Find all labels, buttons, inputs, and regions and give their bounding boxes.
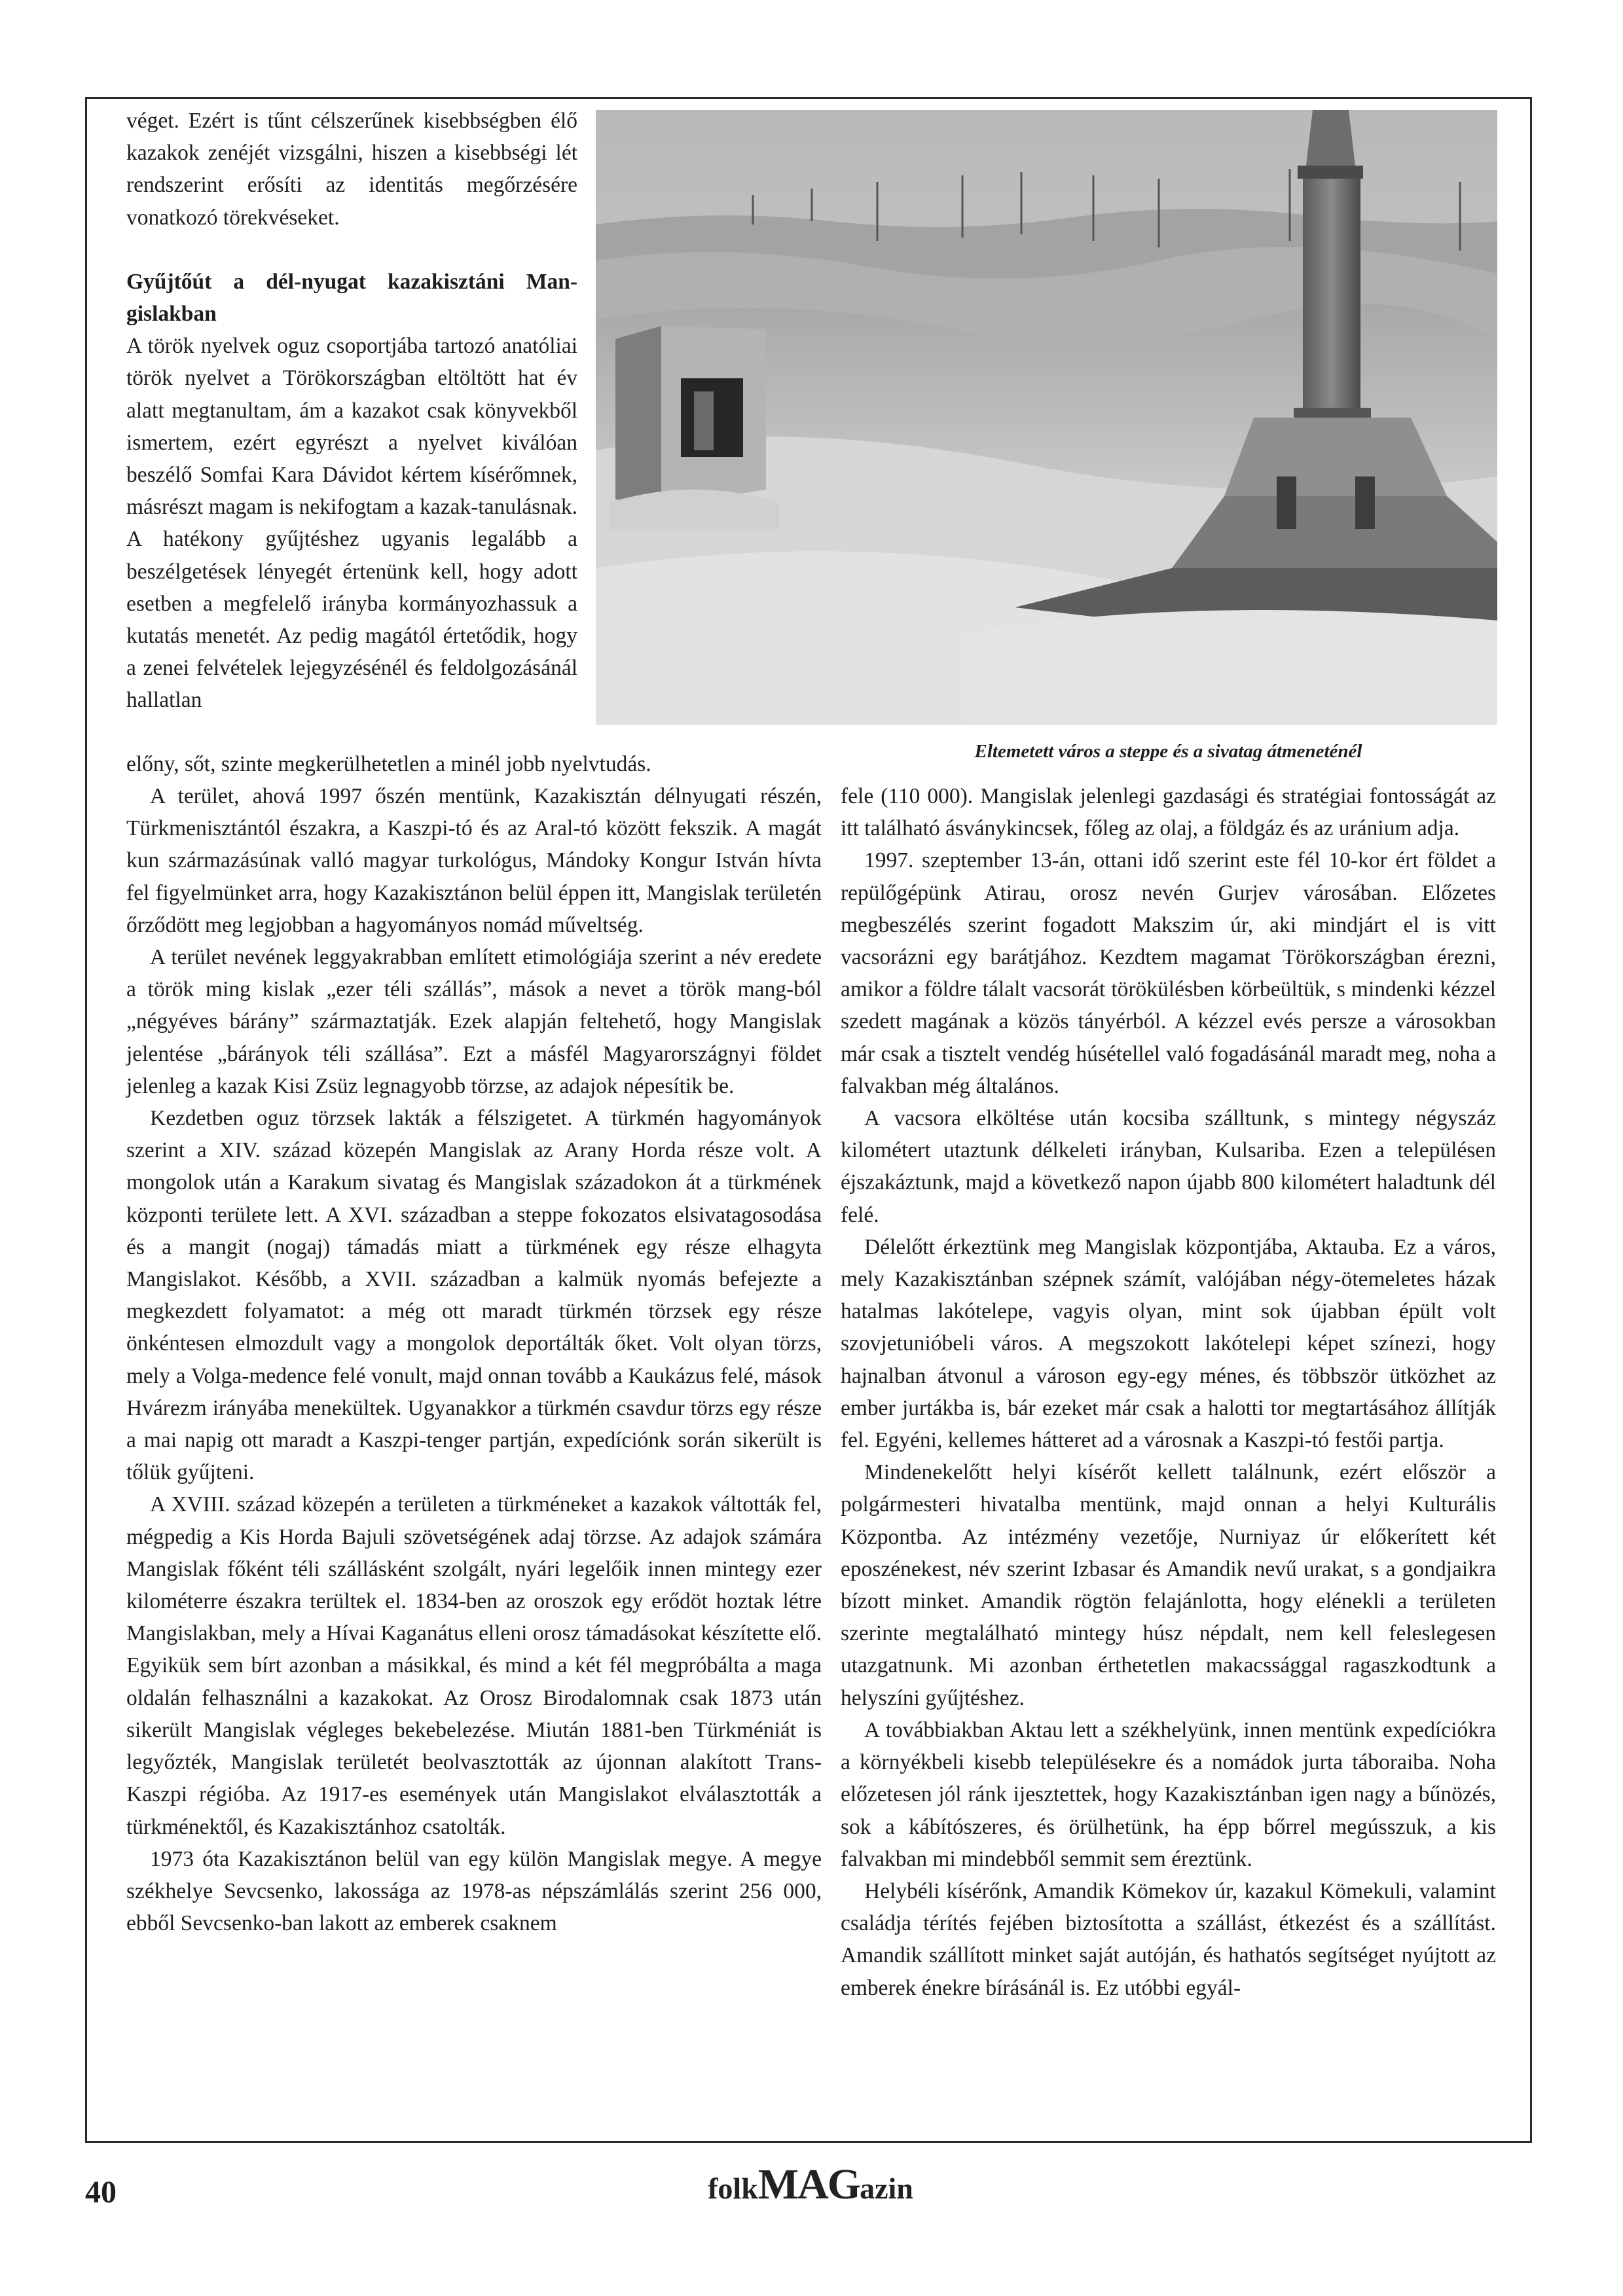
- logo-middle: MAG: [757, 2161, 860, 2208]
- right-paragraph: A vacsora elköltése után kocsiba szálltunk, s mintegy négyszáz kilométert utaztunk délkeleti irányban, Kulsariba. Ezen a településen éjszakáztunk, majd a következő napon újabb 800 kilométert haladtunk dél felé.: [841, 1106, 1496, 1227]
- left-paragraph: A terület nevének leggyakrabban említett etimológiája szerint a név eredete a török ming kislak „ezer téli szállás”, mások a nevet a török mang-ból „négyéves bárány” származtatják. Ezek alapján feltehető, hogy Mangislak jelentése „bárányok téli szállása”. Ezt a másfél Magyarországnyi földet jelenleg a kazak Kisi Zsüz legnagyobb törzse, az adajok népesítik be.: [126, 945, 822, 1098]
- left-paragraph: A XVIII. század közepén a területen a türkméneket a kazakok váltották fel, mégpedig a Kis Horda Bajuli szövetségének adaj törzse. Az adajok számára Mangislak főként téli szállásként szolgált, nyári legelőik innen mintegy ezer kilométerre északra terültek el. 1834-ben az oroszok egy erődöt hoztak létre Mangislakban, mely a Hívai Kaganátus elleni orosz támadásokat készítette elő. Egyikük sem bírt azonban a másikkal, és mind a két fél megpróbálta a maga oldalán felhasználni a kazakokat. Az Orosz Birodalomnak csak 1873 után sikerült Mangislak végleges bekebelezése. Miután 1881-ben Türkméniát is legyőzték, Mangislak területét beolvasztották az újonnan alakított Trans-Kaszpi régióba. Az 1917-es események után Mangislakot elválasztották a türkménektől, és Kazakisztánhoz csatolták.: [126, 1492, 822, 1839]
- left-paragraph: A terület, ahová 1997 őszén mentünk, Kazakisztán délnyugati részén, Türkmenisztántól északra, a Kaszpi-tó és az Aral-tó között fekszik. A magát kun származásúnak valló magyar turkológus, Mándoky Kongur István hívta fel figyelmünket arra, hogy Kazakisztánon belül éppen itt, Mangislak területén őrződött meg legjobban a hagyományos nomád műveltség.: [126, 784, 822, 937]
- top-paragraph: A török nyelvek oguz csoportjába tartozó anatóliai török nyelvet a Törökországban eltöltött hat év alatt megtanultam, ám a kazakot csak könyvekből ismertem, ezért egyrészt a nyelvet kiválóan beszélő Somfai Kara Dávidot kértem kísérőmnek, másrészt magam is nekifogtam a kazak-tanulásnak. A hatékony gyűjtéshez ugyanis legalább a beszélgetések lényegét értenünk kell, hogy adott esetben a megfelelő irányba kormányozhassuk a kutatás menetét. Az pedig magától értetődik, hogy a zenei felvételek lejegyzésénél és feldolgozásánál hallatlan: [126, 334, 577, 713]
- page-number: 40: [85, 2175, 117, 2210]
- right-paragraph: Délelőtt érkeztünk meg Mangislak központjába, Aktauba. Ez a város, mely Kazakisztánban szépnek számít, valójában négy-ötemeletes házak hatalmas lakótelepe, vagyis olyan, mint sok újabban épült volt szovjetunióbeli város. A megszokott lakótelepi képet színezi, hogy hajnalban átvonul a városon egy-egy ménes, és többször ütközhet az ember jurtákba is, bár ezeket már csak a halotti tor megtartásához állítják fel. Egyéni, kellemes hátteret ad a városnak a Kaszpi-tó festői partja.: [841, 1234, 1496, 1453]
- spacer: [126, 234, 577, 266]
- right-paragraph: Helybéli kísérőnk, Amandik Kömekov úr, kazakul Kömekuli, valamint családja térítés fejében biztosította a szállást, étkezést és a szállítást. Amandik szállított minket saját autóján, és hathatós segítséget nyújtott az emberek énekre bírásánál is. Ez utóbbi egyál-: [841, 1878, 1496, 2000]
- right-column: [841, 780, 1496, 2004]
- left-paragraph: Kezdetben oguz törzsek lakták a félszigetet. A türkmén hagyományok szerint a XIV. század közepén Mangislak az Arany Horda része volt. A mongolok után a Karakum sivatag és Mangislak századokon át a türkmének központi területe lett. A XVI. században a steppe fokozatos elsivatagosodása és a mangit (nogaj) támadás miatt a türkmének egy része elhagyta Mangislakot. Később, a XVII. században a kalmük nyomás befejezte a megkezdett folyamatot: a még ott maradt türkmén törzsek egy része önkéntesen elmozdult vagy a mongolok deportálták őket. Volt olyan törzs, mely a Volga-medence felé vonult, majd onnan tovább a Kaukázus felé, mások Hvárezm irányába menekültek. Ugyanakkor a türkmén csavdur törzs egy része a mai napig ott maradt a Kaszpi-tenger partján, expedíciónk során sikerült is tőlük gyűjteni.: [126, 1106, 822, 1485]
- magazine-logo: [680, 2160, 941, 2210]
- logo-suffix: azin: [860, 2172, 913, 2205]
- top-paragraph-end: [126, 748, 822, 780]
- top-left-column: [126, 105, 577, 717]
- right-paragraph: Mindenekelőtt helyi kísérőt kellett találnunk, ezért először a polgármesteri hivatalba mentünk, majd onnan a helyi Kulturális Központba. Az intézmény vezetője, Nurniyaz úr előkerített két eposzénekest, név szerint Izbasar és Amandik nevű urakat, s a gondjaikra bízott minket. Amandik rögtön felajánlotta, hogy elénekli a területen szerinte megtalálható mintegy húsz népdalt, nem kell feleslegesen utazgatnunk. Mi azonban érthetetlen makacssággal ragaszkodtunk a helyszíni gyűjtéshez.: [841, 1460, 1496, 1710]
- desert-town-photo: [596, 110, 1497, 725]
- left-paragraph: 1973 óta Kazakisztánon belül van egy külön Mangislak megye. A megye székhelye Sevcsenko, lakossága az 1978-as népszámlálás szerint 256 000, ebből Sevcsenko-ban lakott az emberek csaknem: [126, 1846, 822, 1936]
- right-paragraph: fele (110 000). Mangislak jelenlegi gazdasági és stratégiai fontosságát az itt található ásványkincsek, főleg az olaj, a földgáz és az uránium adja.: [841, 784, 1496, 841]
- top-paragraph-end-text: előny, sőt, szinte megkerülhetetlen a minél jobb nyelvtudás.: [126, 752, 651, 776]
- right-paragraph: A továbbiakban Aktau lett a székhelyünk, innen mentünk expedíciókra a környékbeli kisebb településekre és a nomádok jurta táboraiba. Noha előzetesen jól ránk ijesztettek, hogy Kazakisztánban igen nagy a bűnözés, sok a kábítószeres, és örülhetünk, ha épp bőrrel megússzuk, a kis falvakban mi mindebből semmit sem éreztünk.: [841, 1717, 1496, 1871]
- intro-paragraph: véget. Ezért is tűnt célszerűnek kisebbségben élő kazakok zenéjét vizsgálni, hiszen a kisebbségi lét rendszerint erősíti az identitás megőrzésére vonatkozó törekvéseket.: [126, 109, 577, 230]
- right-paragraph: 1997. szeptember 13-án, ottani idő szerint este fél 10-kor ért földet a repülőgépünk Atirau, orosz nevén Gurjev városában. Előzetes megbeszélés szerint fogadott Makszim úr, aki mindjárt el is vitt vacsorázni egy barátjához. Kezdtem magamat Törökországban érezni, amikor a földre tálalt vacsorát törökülésben körbeültük, s mindenki kézzel szedett magának a közös tányérból. A kézzel evés persze a városokban már csak a tisztelt vendég húsétellel való fogadásánál maradt meg, noha a falvakban még általános.: [841, 848, 1496, 1098]
- left-column: [126, 780, 822, 1939]
- section-heading: Gyűjtőút a dél-nyugat kazakisztáni Mangislakban: [126, 269, 577, 327]
- logo-prefix: folk: [708, 2172, 758, 2205]
- photo-caption: Eltemetett város a steppe és a sivatag átmeneténél: [974, 741, 1362, 762]
